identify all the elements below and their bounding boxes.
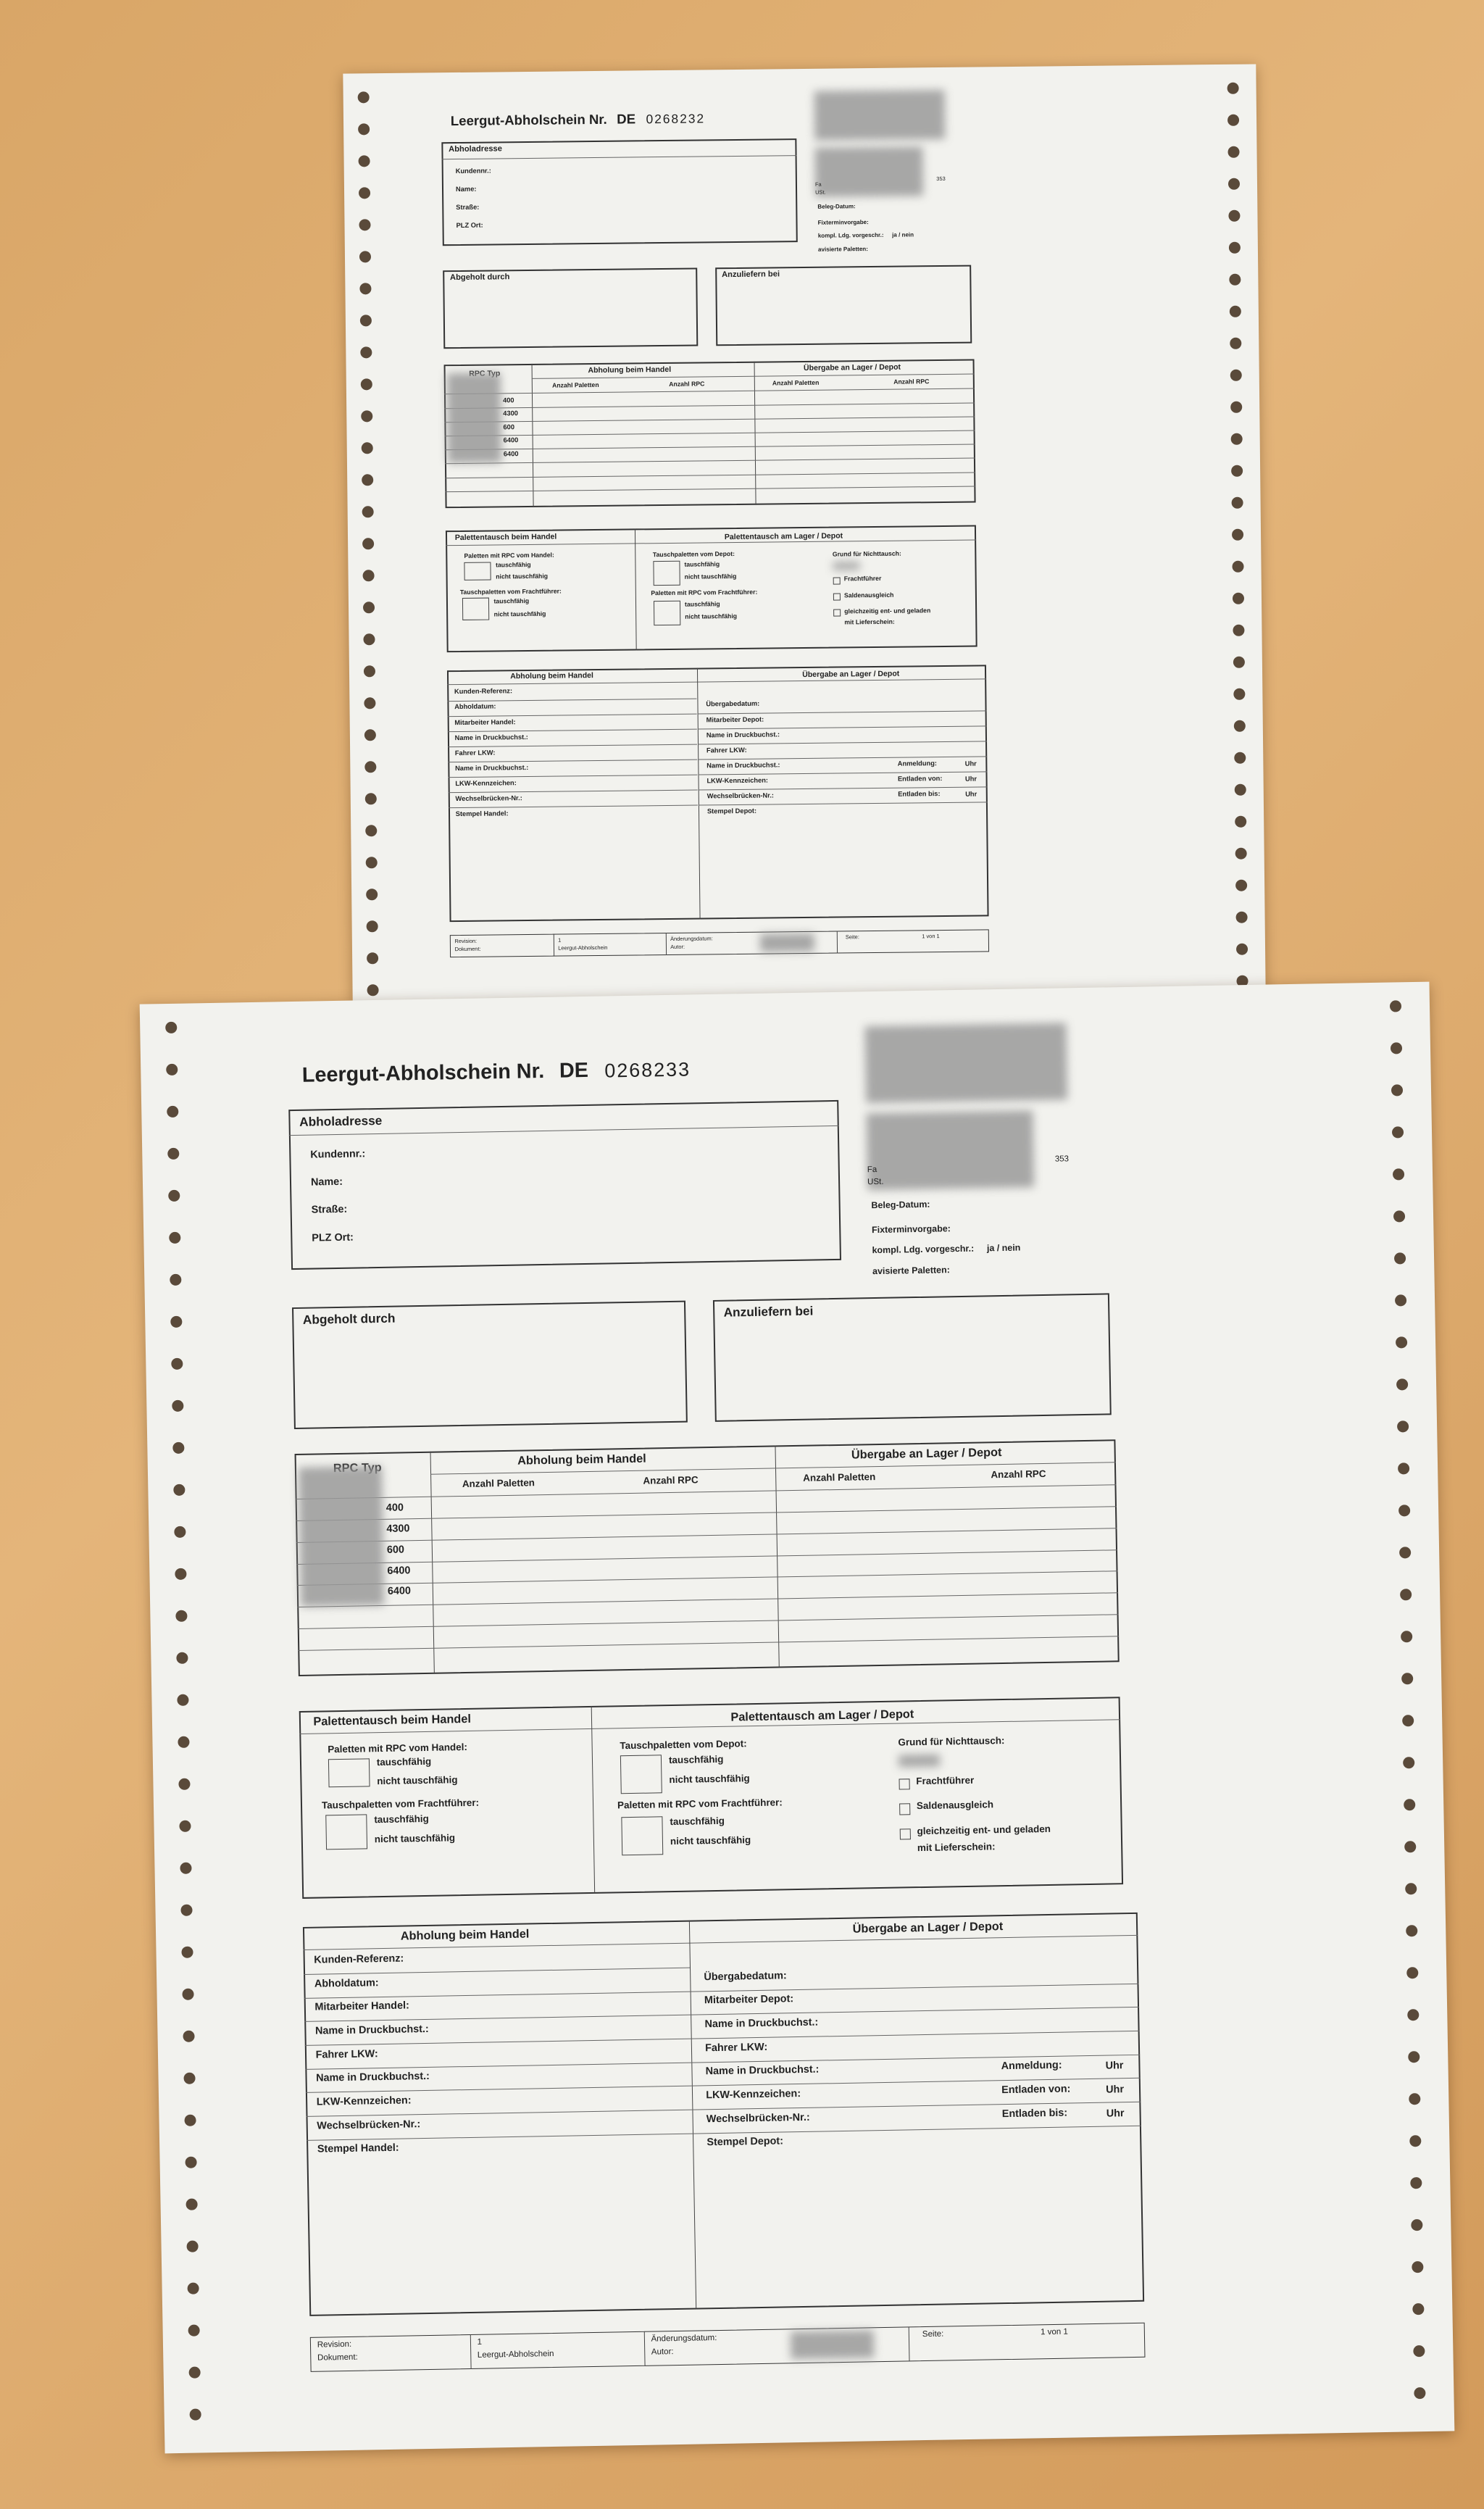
rpc-col-rpc: Anzahl RPC	[991, 1468, 1046, 1481]
left-field-label: Name in Druckbuchst.:	[314, 2023, 429, 2037]
form-number: 0268232	[646, 111, 706, 127]
option-tauschfaehig: tauschfähig	[493, 597, 530, 605]
partial-fa: Fa	[867, 1165, 878, 1175]
anzuliefern-label: Anzuliefern bei	[722, 270, 780, 280]
right-group1-label: Tauschpaletten vom Depot:	[620, 1738, 747, 1752]
left-group1-label: Paletten mit RPC vom Handel:	[464, 551, 554, 560]
option-tauschfaehig: tauschfähig	[670, 1815, 725, 1827]
address-field-label: Straße:	[456, 203, 480, 212]
sprocket-hole	[361, 410, 372, 422]
sprocket-hole	[367, 952, 378, 964]
palettentausch-handel-header: Palettentausch beim Handel	[454, 532, 557, 543]
reason-label: Saldenausgleich	[843, 591, 894, 599]
rpc-col-paletten: Anzahl Paletten	[772, 378, 820, 387]
time-field-label: Anmeldung:	[897, 759, 938, 767]
checkbox-right2[interactable]	[654, 600, 681, 625]
rpc-type-value: 6400	[503, 436, 519, 444]
partial-fa: Fa	[814, 180, 822, 188]
sprocket-hole	[1230, 370, 1242, 381]
left-field-label: Kunden-Referenz:	[454, 687, 513, 696]
footer-autor-redacted	[760, 933, 814, 952]
fixtermin-label: Fixterminvorgabe:	[871, 1223, 951, 1235]
beleg-datum-label: Beleg-Datum:	[817, 203, 856, 210]
sprocket-hole	[359, 155, 370, 167]
footer-revision-label: Revision:	[454, 937, 478, 944]
beleg-datum-label: Beleg-Datum:	[871, 1199, 930, 1211]
option-tauschfaehig: tauschfähig	[684, 560, 720, 568]
reason-checkbox[interactable]	[899, 1804, 911, 1815]
time-field-label: Anmeldung:	[1001, 2060, 1062, 2073]
anzuliefern-label: Anzuliefern bei	[723, 1303, 814, 1320]
sprocket-hole	[1231, 433, 1243, 445]
kompl-ldg-label: kompl. Ldg. vorgeschr.:	[872, 1244, 975, 1256]
sprocket-hole	[1229, 274, 1241, 286]
grund-nichttausch-header: Grund für Nichttausch:	[832, 549, 901, 558]
footer-aenderung-label: Änderungsdatum:	[670, 934, 713, 942]
option-nicht-tauschfaehig: nicht tauschfähig	[685, 612, 738, 620]
company-logo-redacted	[864, 1023, 1067, 1102]
kompl-ldg-label: kompl. Ldg. vorgeschr.:	[817, 232, 884, 240]
form-lower	[169, 982, 1426, 2452]
country-code: DE	[559, 1059, 589, 1083]
time-field-label: Entladen bis:	[1001, 2107, 1068, 2120]
footer-dokument: Leergut-Abholschein	[477, 2350, 554, 2360]
option-tauschfaehig: tauschfähig	[374, 1813, 429, 1826]
abholung-handel-header: Abholung beim Handel	[510, 671, 593, 681]
address-field-label: PLZ Ort:	[312, 1231, 354, 1244]
left-field-label: Mitarbeiter Handel:	[454, 717, 516, 726]
sprocket-hole	[1234, 720, 1246, 732]
rpc-type-value: 6400	[387, 1585, 412, 1598]
reason-label: gleichzeitig ent- und geladen	[844, 607, 931, 615]
rpc-type-value: 400	[385, 1502, 404, 1514]
address-box	[442, 138, 798, 246]
footer-autor-label: Autor:	[670, 944, 685, 951]
partial-ust: USt.	[867, 1178, 884, 1187]
option-nicht-tauschfaehig: nicht tauschfähig	[670, 1834, 751, 1847]
left-group2-label: Tauschpaletten vom Frachtführer:	[459, 587, 562, 596]
sprocket-hole	[362, 474, 373, 486]
rpc-col-paletten: Anzahl Paletten	[462, 1477, 535, 1490]
right-field-label: Übergabedatum:	[706, 700, 760, 708]
reason-redacted	[833, 562, 859, 570]
right-field-label: Übergabedatum:	[704, 1970, 787, 1984]
palettentausch-handel-header: Palettentausch beim Handel	[313, 1712, 472, 1728]
sprocket-hole	[1230, 306, 1241, 317]
rpc-type-value: 4300	[503, 409, 518, 417]
sprocket-hole	[362, 538, 374, 549]
rpc-col-paletten: Anzahl Paletten	[551, 380, 599, 389]
right-field-label: Wechselbrücken-Nr.:	[706, 791, 775, 800]
sprocket-hole	[359, 283, 371, 294]
rpc-type-value: 600	[386, 1544, 405, 1556]
footer-box	[310, 2323, 1146, 2372]
uebergabe-header: Übergabe an Lager / Depot	[852, 1920, 1004, 1936]
option-nicht-tauschfaehig: nicht tauschfähig	[374, 1832, 456, 1845]
right-field-label: LKW-Kennzeichen:	[706, 2088, 801, 2102]
left-field-label: LKW-Kennzeichen:	[455, 779, 517, 787]
sprocket-hole	[1228, 178, 1240, 190]
form-sheet-upper	[343, 64, 1265, 1001]
reason-label: gleichzeitig ent- und geladen	[917, 1823, 1051, 1837]
sprocket-hole	[362, 442, 373, 454]
option-tauschfaehig: tauschfähig	[376, 1756, 432, 1768]
option-nicht-tauschfaehig: nicht tauschfähig	[493, 609, 546, 618]
sprocket-hole	[1233, 593, 1244, 604]
right-field-label: Name in Druckbuchst.:	[705, 2063, 820, 2078]
sprocket-hole	[1233, 657, 1245, 668]
abgeholt-label: Abgeholt durch	[449, 272, 510, 283]
left-field-label: Fahrer LKW:	[315, 2047, 378, 2061]
sprocket-hole	[359, 187, 370, 199]
reason-label: mit Lieferschein:	[844, 617, 895, 626]
reason-checkbox[interactable]	[833, 594, 840, 601]
sprocket-hole	[364, 761, 376, 773]
option-nicht-tauschfaehig: nicht tauschfähig	[496, 573, 549, 581]
avisierte-paletten-label: avisierte Paletten:	[872, 1265, 950, 1277]
footer-seite: 1 von 1	[1040, 2327, 1068, 2337]
uhr-label: Uhr	[1105, 2060, 1124, 2072]
checkbox-left2[interactable]	[462, 598, 490, 620]
palettentausch-lager-header: Palettentausch am Lager / Depot	[724, 531, 843, 541]
sprocket-hole	[1234, 752, 1246, 764]
reason-label: mit Lieferschein:	[917, 1841, 996, 1854]
left-field-label: Mitarbeiter Handel:	[314, 2000, 409, 2014]
sprocket-hole	[1228, 210, 1240, 222]
sprocket-hole	[1236, 944, 1248, 955]
footer-seite-label: Seite:	[922, 2329, 944, 2339]
sprocket-hole	[1231, 465, 1243, 477]
sprocket-hole	[367, 920, 378, 932]
sprocket-hole	[1235, 784, 1246, 796]
footer-seite-label: Seite:	[845, 933, 859, 940]
rpc-col-rpc: Anzahl RPC	[643, 1474, 699, 1487]
uebergabe-header: Übergabe an Lager / Depot	[802, 669, 900, 679]
reason-redacted	[899, 1755, 941, 1768]
checkbox-right1[interactable]	[620, 1755, 663, 1794]
right-field-label: Mitarbeiter Depot:	[704, 1993, 794, 2007]
footer-dokument-label: Dokument:	[454, 945, 481, 953]
sprocket-hole	[362, 506, 374, 517]
company-address-redacted	[866, 1110, 1034, 1190]
checkbox-left2[interactable]	[325, 1815, 367, 1850]
reason-checkbox[interactable]	[833, 577, 840, 584]
sprocket-hole	[358, 123, 370, 135]
reason-checkbox[interactable]	[899, 1828, 911, 1840]
footer-revision: 1	[477, 2337, 483, 2347]
uhr-label: Uhr	[964, 760, 977, 767]
sprocket-hole	[360, 315, 372, 326]
sprocket-hole	[1235, 848, 1247, 860]
form-upper	[364, 65, 1243, 1001]
option-nicht-tauschfaehig: nicht tauschfähig	[684, 573, 737, 581]
checkbox-left1[interactable]	[328, 1759, 370, 1787]
sprocket-hole	[1227, 115, 1239, 126]
address-header: Abholadresse	[299, 1112, 383, 1129]
address-field-label: Name:	[455, 185, 477, 194]
left-field-label: LKW-Kennzeichen:	[316, 2094, 412, 2108]
left-field-label: Name in Druckbuchst.:	[316, 2071, 430, 2085]
footer-revision-label: Revision:	[317, 2339, 352, 2350]
company-address-redacted	[814, 146, 923, 197]
right-group1-label: Tauschpaletten vom Depot:	[652, 550, 735, 559]
form-title: Leergut-Abholschein Nr.	[301, 1060, 545, 1088]
sprocket-hole	[1233, 625, 1244, 636]
sprocket-hole	[366, 857, 378, 868]
abgeholt-label: Abgeholt durch	[302, 1310, 396, 1327]
sprocket-hole	[1230, 338, 1241, 349]
address-field-label: Name:	[310, 1176, 343, 1189]
footer-seite: 1 von 1	[922, 932, 940, 939]
address-field-label: Kundennr.:	[310, 1147, 366, 1161]
address-field-label: Kundennr.:	[455, 167, 491, 175]
right-group2-label: Paletten mit RPC vom Frachtführer:	[617, 1797, 783, 1811]
rpc-col-paletten: Anzahl Paletten	[803, 1471, 876, 1484]
palettentausch-lager-header: Palettentausch am Lager / Depot	[730, 1707, 914, 1724]
address-field-label: PLZ Ort:	[456, 221, 483, 229]
footer-box	[450, 930, 989, 958]
left-field-label: Abholdatum:	[314, 1976, 379, 1990]
left-field-label: Wechselbrücken-Nr.:	[317, 2118, 421, 2132]
sprocket-hole	[363, 633, 375, 645]
sprocket-hole	[1232, 529, 1243, 541]
sprocket-hole	[1229, 242, 1241, 254]
sprocket-hole	[1232, 561, 1243, 573]
rpc-type-names-redacted	[299, 1466, 385, 1607]
sprocket-hole	[363, 602, 375, 613]
sprocket-hole	[360, 346, 372, 358]
left-field-label: Wechselbrücken-Nr.:	[455, 794, 522, 803]
rpc-group1-header: Abholung beim Handel	[517, 1452, 646, 1468]
sprocket-hole	[358, 91, 370, 103]
sprocket-hole	[359, 219, 370, 230]
rpc-type-names-redacted	[446, 373, 501, 464]
rpc-type-value: 600	[503, 423, 515, 431]
right-field-label: Name in Druckbuchst.:	[706, 730, 780, 739]
company-logo-redacted	[814, 90, 946, 141]
form-number: 0268233	[604, 1058, 691, 1082]
form-title: Leergut-Abholschein Nr.	[450, 111, 607, 128]
right-field-label: Fahrer LKW:	[704, 2041, 768, 2055]
left-group2-label: Tauschpaletten vom Frachtführer:	[321, 1797, 480, 1811]
option-tauschfaehig: tauschfähig	[684, 599, 720, 608]
sprocket-hole	[1235, 880, 1247, 891]
left-field-label: Abholdatum:	[454, 702, 496, 711]
grund-nichttausch-header: Grund für Nichttausch:	[898, 1735, 1005, 1748]
rpc-group2-header: Übergabe an Lager / Depot	[803, 362, 901, 373]
sprocket-hole	[1227, 146, 1239, 158]
sprocket-hole	[1235, 816, 1246, 828]
option-tauschfaehig: tauschfähig	[668, 1754, 724, 1766]
uhr-label: Uhr	[965, 790, 977, 798]
rpc-type-value: 400	[503, 396, 514, 404]
right-group2-label: Paletten mit RPC vom Frachtführer:	[651, 588, 758, 597]
fixtermin-label: Fixterminvorgabe:	[817, 218, 869, 226]
time-field-label: Entladen von:	[897, 774, 943, 783]
option-nicht-tauschfaehig: nicht tauschfähig	[669, 1773, 750, 1786]
checkbox-left1[interactable]	[464, 562, 491, 580]
reason-checkbox[interactable]	[899, 1778, 910, 1790]
right-field-label: Name in Druckbuchst.:	[704, 2016, 819, 2031]
option-tauschfaehig: tauschfähig	[495, 560, 531, 569]
checkbox-right2[interactable]	[621, 1816, 664, 1855]
avisierte-paletten-label: avisierte Paletten:	[817, 245, 868, 253]
sprocket-hole	[1233, 688, 1245, 700]
footer-revision: 1	[558, 936, 562, 944]
rpc-col-rpc: Anzahl RPC	[669, 380, 705, 388]
footer-dokument: Leergut-Abholschein	[558, 944, 608, 952]
sprocket-hole	[364, 665, 375, 677]
right-field-label: Stempel Depot:	[706, 807, 757, 815]
sprocket-hole	[1227, 83, 1239, 94]
sprocket-hole	[365, 825, 377, 836]
reason-label: Frachtführer	[843, 575, 882, 583]
reason-checkbox[interactable]	[833, 609, 841, 617]
footer-aenderung-label: Änderungsdatum:	[651, 2334, 717, 2344]
right-field-label: Fahrer LKW:	[706, 746, 747, 754]
right-field-label: Wechselbrücken-Nr.:	[706, 2111, 810, 2125]
sprocket-hole	[364, 697, 375, 709]
uhr-label: Uhr	[964, 775, 977, 783]
sprocket-hole	[1232, 497, 1243, 509]
left-field-label: Name in Druckbuchst.:	[454, 733, 528, 741]
sprocket-hole	[363, 570, 375, 581]
left-field-label: Name in Druckbuchst.:	[455, 763, 529, 772]
rpc-group1-header: Abholung beim Handel	[588, 365, 672, 375]
address-field-label: Straße:	[311, 1204, 348, 1216]
rpc-group2-header: Übergabe an Lager / Depot	[851, 1445, 1002, 1462]
rpc-type-value: 4300	[386, 1523, 410, 1535]
footer-dokument-label: Dokument:	[317, 2352, 358, 2363]
uhr-label: Uhr	[1106, 2084, 1125, 2096]
sprocket-hole	[359, 251, 371, 262]
rpc-col-rpc: Anzahl RPC	[893, 377, 930, 386]
sprocket-hole	[361, 378, 372, 390]
address-header: Abholadresse	[449, 144, 502, 154]
sprocket-hole	[364, 729, 376, 741]
partial-ust: USt.	[815, 188, 826, 196]
ja-nein-label: ja / nein	[986, 1242, 1021, 1254]
abholung-handel-header: Abholung beim Handel	[400, 1927, 530, 1943]
time-field-label: Entladen bis:	[898, 790, 941, 798]
time-field-label: Entladen von:	[1001, 2083, 1071, 2097]
footer-autor-redacted	[790, 2330, 874, 2359]
country-code: DE	[617, 111, 636, 127]
rpc-type-value: 6400	[503, 450, 519, 458]
checkbox-right1[interactable]	[653, 561, 680, 586]
reason-label: Saldenausgleich	[916, 1799, 994, 1812]
footer-autor-label: Autor:	[651, 2347, 674, 2357]
option-nicht-tauschfaehig: nicht tauschfähig	[377, 1774, 458, 1787]
sprocket-hole	[366, 889, 378, 900]
form-sheet-lower	[140, 982, 1455, 2454]
left-field-label: Fahrer LKW:	[454, 749, 496, 757]
reason-label: Frachtführer	[916, 1774, 975, 1787]
sprocket-hole	[1230, 401, 1242, 413]
left-field-label: Kunden-Referenz:	[314, 1952, 404, 1966]
rpc-type-value: 6400	[387, 1564, 411, 1577]
uhr-label: Uhr	[1106, 2107, 1125, 2120]
sprocket-hole	[1236, 912, 1248, 923]
right-field-label: LKW-Kennzeichen:	[706, 776, 769, 785]
left-field-label: Stempel Handel:	[317, 2142, 399, 2155]
right-field-label: Stempel Depot:	[706, 2135, 784, 2149]
left-group1-label: Paletten mit RPC vom Handel:	[328, 1742, 468, 1755]
sprocket-hole	[367, 984, 378, 996]
right-field-label: Mitarbeiter Depot:	[706, 715, 764, 723]
left-field-label: Stempel Handel:	[455, 810, 509, 818]
ja-nein-label: ja / nein	[892, 231, 914, 239]
sprocket-hole	[365, 793, 377, 804]
partial-353: 353	[1054, 1154, 1070, 1165]
right-field-label: Name in Druckbuchst.:	[706, 761, 780, 770]
partial-353: 353	[936, 175, 946, 182]
